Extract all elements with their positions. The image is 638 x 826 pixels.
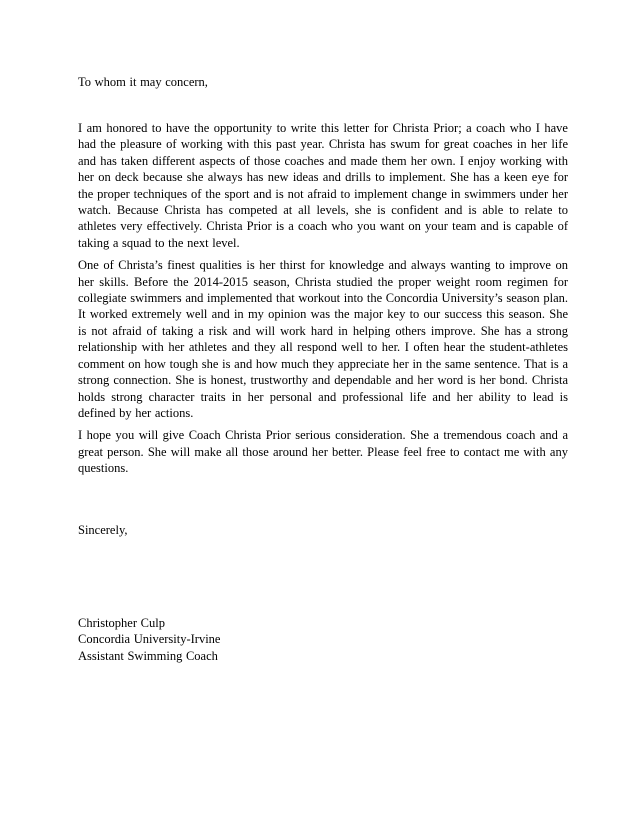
signature-block: [78, 615, 568, 664]
closing: [78, 522, 568, 538]
signer-name: Christopher Culp: [78, 616, 165, 630]
paragraph-2: One of Christa’s finest qualities is her thirst for knowledge and always wanting to improve on her skills. Before the 2014-2015 season, Christa studied the proper weight room regimen for collegiate swimmers and implemented that workout into the Concordia University’s season plan. It worked extremely well and in my opinion was the major key to our success this season. She is not afraid of taking a risk and will work hard in helping others improve. She has a strong relationship with her athletes and they all respond well to her. I often hear the student-athletes comment on how tough she is and how much they appreciate her in the same sentence. That is a strong connection. She is honest, trustworthy and dependable and her word is her bond. Christa holds strong character traits in her personal and professional life and her ability to lead is defined by her actions.: [78, 258, 568, 420]
closing-text: Sincerely,: [78, 523, 128, 537]
salutation-text: To whom it may concern,: [78, 75, 208, 89]
salutation: [78, 74, 568, 90]
signer-title: Assistant Swimming Coach: [78, 648, 218, 663]
paragraph-1: I am honored to have the opportunity to write this letter for Christa Prior; a coach who I have had the pleasure of working with this past year. Christa has swum for great coaches in her life and has taken different aspects of those coaches and made them her own. I enjoy working with her on deck because she always has new ideas and drills to implement. She has a keen eye for the proper techniques of the sport and is not afraid to implement change in swimmers under her watch. Because Christa has competed at all levels, she is confident and is able to relate to athletes very effectively. Christa Prior is a coach who you want on your team and is capable of taking a squad to the next level.: [78, 121, 568, 250]
paragraph-3: I hope you will give Coach Christa Prior serious consideration. She a tremendous coach and a great person. She will make all those around her better. Please feel free to contact me with any questions.: [78, 428, 568, 476]
letter-body: [78, 120, 568, 477]
signer-organization: Concordia University-Irvine: [78, 632, 221, 647]
